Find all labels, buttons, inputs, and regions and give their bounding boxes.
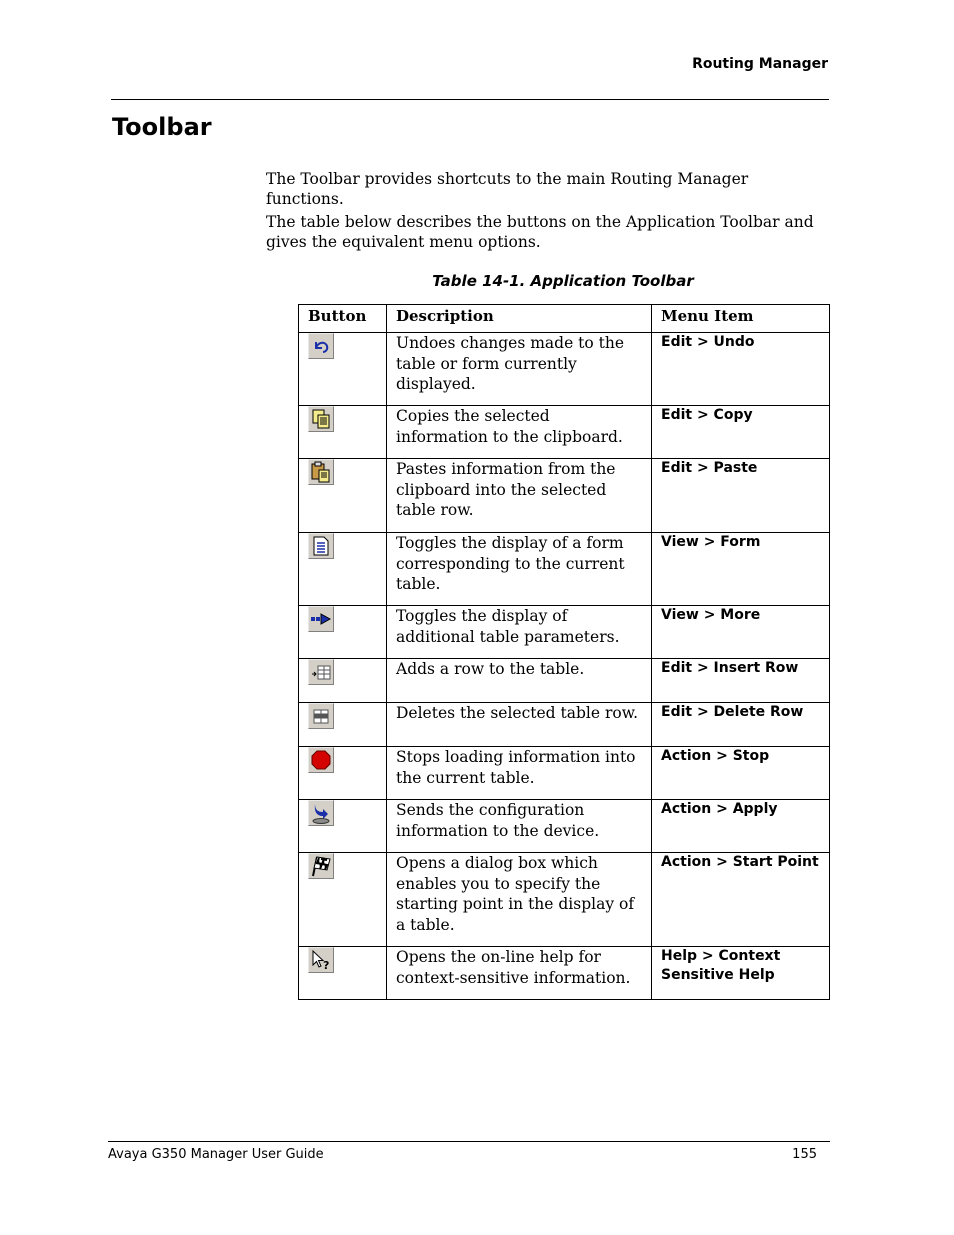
more-icon [308, 606, 334, 632]
row-menu-item: Action > Start Point [652, 853, 830, 947]
page-title: Toolbar [112, 113, 212, 141]
footer-rule [108, 1141, 830, 1142]
row-description: Opens the on-line help for context-sensitive information. [387, 947, 652, 1000]
apply-icon [308, 800, 334, 826]
running-header: Routing Manager [692, 56, 828, 72]
row-description: Adds a row to the table. [387, 659, 652, 703]
form-icon [308, 533, 334, 559]
footer-guide-title: Avaya G350 Manager User Guide [108, 1147, 324, 1162]
table-row [299, 853, 830, 947]
row-menu-item: Action > Stop [652, 747, 830, 800]
header-description: Description [387, 305, 652, 333]
row-description: Stops loading information into the current table. [387, 747, 652, 800]
start-point-icon [308, 853, 334, 879]
row-menu-item: Edit > Undo [652, 333, 830, 406]
row-description: Toggles the display of additional table parameters. [387, 606, 652, 659]
row-menu-item: Edit > Copy [652, 406, 830, 459]
row-description: Opens a dialog box which enables you to specify the starting point in the display of a table. [387, 853, 652, 947]
header-button: Button [299, 305, 387, 333]
table-row [299, 947, 830, 1000]
row-menu-item: Edit > Insert Row [652, 659, 830, 703]
row-menu-item: View > More [652, 606, 830, 659]
row-description: Sends the configuration information to the device. [387, 800, 652, 853]
table-row [299, 606, 830, 659]
undo-icon [308, 333, 334, 359]
row-description: Undoes changes made to the table or form currently displayed. [387, 333, 652, 406]
table-row [299, 406, 830, 459]
intro-paragraph: The Toolbar provides shortcuts to the main Routing Manager functions. [266, 170, 749, 208]
application-toolbar-table [298, 304, 830, 1000]
stop-icon [308, 747, 334, 773]
row-description: Copies the selected information to the clipboard. [387, 406, 652, 459]
table-intro-paragraph: The table below describes the buttons on the Application Toolbar and gives the equivalent menu options. [266, 213, 814, 251]
page-number: 155 [792, 1147, 817, 1162]
table-row [299, 747, 830, 800]
table-caption: Table 14-1. Application Toolbar [432, 272, 694, 290]
table-row [299, 800, 830, 853]
table-row [299, 333, 830, 406]
row-description: Deletes the selected table row. [387, 703, 652, 747]
svg-text:?: ? [323, 959, 330, 972]
row-menu-item: Edit > Paste [652, 459, 830, 533]
table-header-row [299, 305, 830, 333]
table-row [299, 659, 830, 703]
row-menu-item: Action > Apply [652, 800, 830, 853]
row-description: Toggles the display of a form corresponding to the current table. [387, 533, 652, 606]
row-description: Pastes information from the clipboard into the selected table row. [387, 459, 652, 533]
delete-row-icon [308, 703, 334, 729]
copy-icon [308, 406, 334, 432]
row-menu-item: View > Form [652, 533, 830, 606]
row-menu-item: Help > Context Sensitive Help [652, 947, 830, 1000]
header-rule [111, 99, 829, 100]
table-row [299, 533, 830, 606]
row-menu-item: Edit > Delete Row [652, 703, 830, 747]
header-menu-item: Menu Item [652, 305, 830, 333]
insert-row-icon [308, 659, 334, 685]
context-help-icon [308, 947, 334, 973]
table-row [299, 459, 830, 533]
table-row [299, 703, 830, 747]
paste-icon [308, 459, 334, 485]
